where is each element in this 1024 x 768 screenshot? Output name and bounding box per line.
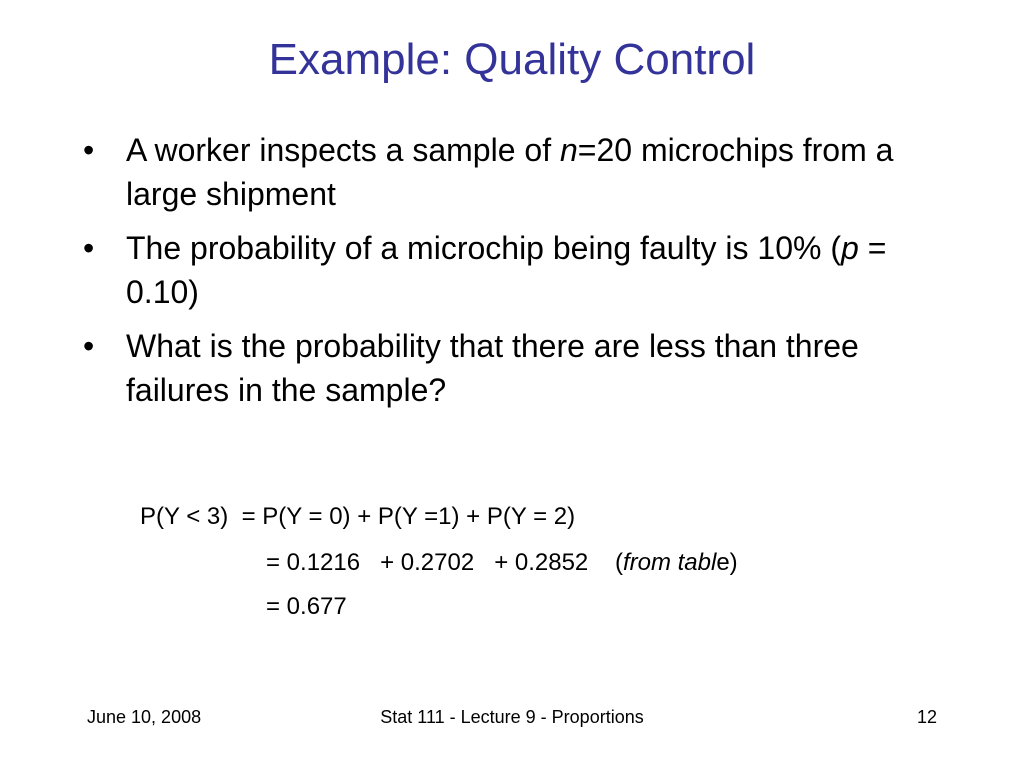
bullet-item bbox=[83, 128, 963, 216]
calculation-source-suffix: e) bbox=[716, 549, 738, 576]
bullet-text-part: The probability of a microchip being faulty is 10% ( bbox=[126, 230, 842, 266]
calculation-line-1: P(Y < 3) = P(Y = 0) + P(Y =1) + P(Y = 2) bbox=[140, 503, 576, 530]
bullet-item bbox=[83, 226, 963, 314]
bullet-text-italic: p bbox=[841, 230, 859, 266]
bullet-text-part: What is the probability that there are less than three failures in the sample? bbox=[126, 328, 859, 408]
footer-course: Stat 111 - Lecture 9 - Proportions bbox=[380, 707, 644, 727]
bullet-item bbox=[83, 324, 963, 412]
bullet-text-part: A worker inspects a sample of bbox=[126, 132, 560, 168]
footer-page-number: 12 bbox=[916, 707, 937, 727]
bullet-marker: • bbox=[83, 328, 95, 364]
bullet-text-italic: n bbox=[559, 132, 578, 168]
footer-date: June 10, 2008 bbox=[87, 707, 202, 727]
slide-title: Example: Quality Control bbox=[268, 35, 756, 84]
bullet-text-part: = 0.10) bbox=[126, 230, 887, 310]
calculation-line-2 bbox=[266, 548, 738, 578]
bullet-marker: • bbox=[83, 230, 95, 266]
calculation-source-italic: from tabl bbox=[622, 549, 717, 576]
bullet-text-part: =20 microchips from a large shipment bbox=[126, 132, 894, 212]
calculation-values: = 0.1216 + 0.2702 + 0.2852 ( bbox=[266, 549, 623, 576]
bullet-list bbox=[83, 128, 963, 422]
bullet-marker: • bbox=[83, 132, 95, 168]
calculation-result: = 0.677 bbox=[266, 593, 347, 620]
